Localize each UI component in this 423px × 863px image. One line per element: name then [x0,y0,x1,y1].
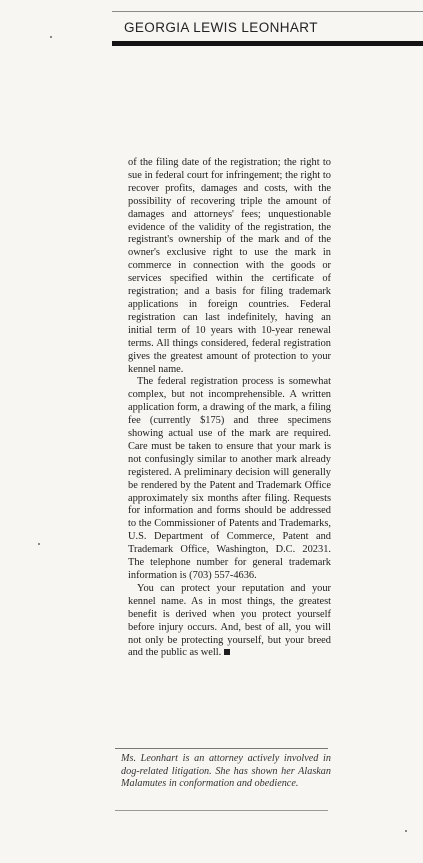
article-column [128,157,331,660]
author-bio: Ms. Leonhart is an attorney actively involved in dog-related litigation. She has shown her Alaskan Malamutes in conformation and obedience. [121,753,331,790]
bio-bottom-divider [115,810,328,811]
article-paragraph-3 [128,583,331,660]
article-paragraph-2: The federal registration process is somewhat complex, but not incomprehensible. A written application form, a drawing of the mark, a filing fee (currently $175) and three specimens showing actual use of the mark are required. Care must be taken to ensure that your mark is not confusingly similar to another mark already registered. A preliminary decision will generally be rendered by the Patent and Trademark Office approximately six months after filing. Requests for information and forms should be addressed to the Commissioner of Patents and Trademarks, U.S. Department of Commerce, Patent and Trademark Office, Washington, D.C. 20231. The telephone number for general trademark information is (703) 557-4636. [128,376,331,581]
end-of-article-icon [224,649,230,655]
article-paragraph-3-text: You can protect your reputation and your kennel name. As in most things, the greatest benefit is derived when you protect yourself before injury occurs. And, best of all, you will not only be protecting yourself, but your breed and the public as well. [128,582,331,659]
page-speck [50,36,52,38]
page-speck [38,543,40,545]
page-speck [405,830,407,832]
article-paragraph-1: of the filing date of the registration; the right to sue in federal court for infringement; the right to recover profits, damages and costs, with the possibility of recovering triple the amount of damages and attorneys' fees; unquestionable evidence of the validity of the registration, the registrant's ownership of the mark and of the owner's exclusive right to use the mark in commerce in connection with the goods or services specified within the certificate of registration; and a basis for filing trademark applications in foreign countries. Federal registration can last indefinitely, having an initial term of 10 years with 10-year renewal terms. All things considered, federal registration gives the greatest amount of protection to your kennel name. [128,157,331,375]
bio-divider [115,748,328,749]
header-bar [112,41,423,46]
author-byline: GEORGIA LEWIS LEONHART [124,20,318,35]
header-top-rule [112,11,423,12]
